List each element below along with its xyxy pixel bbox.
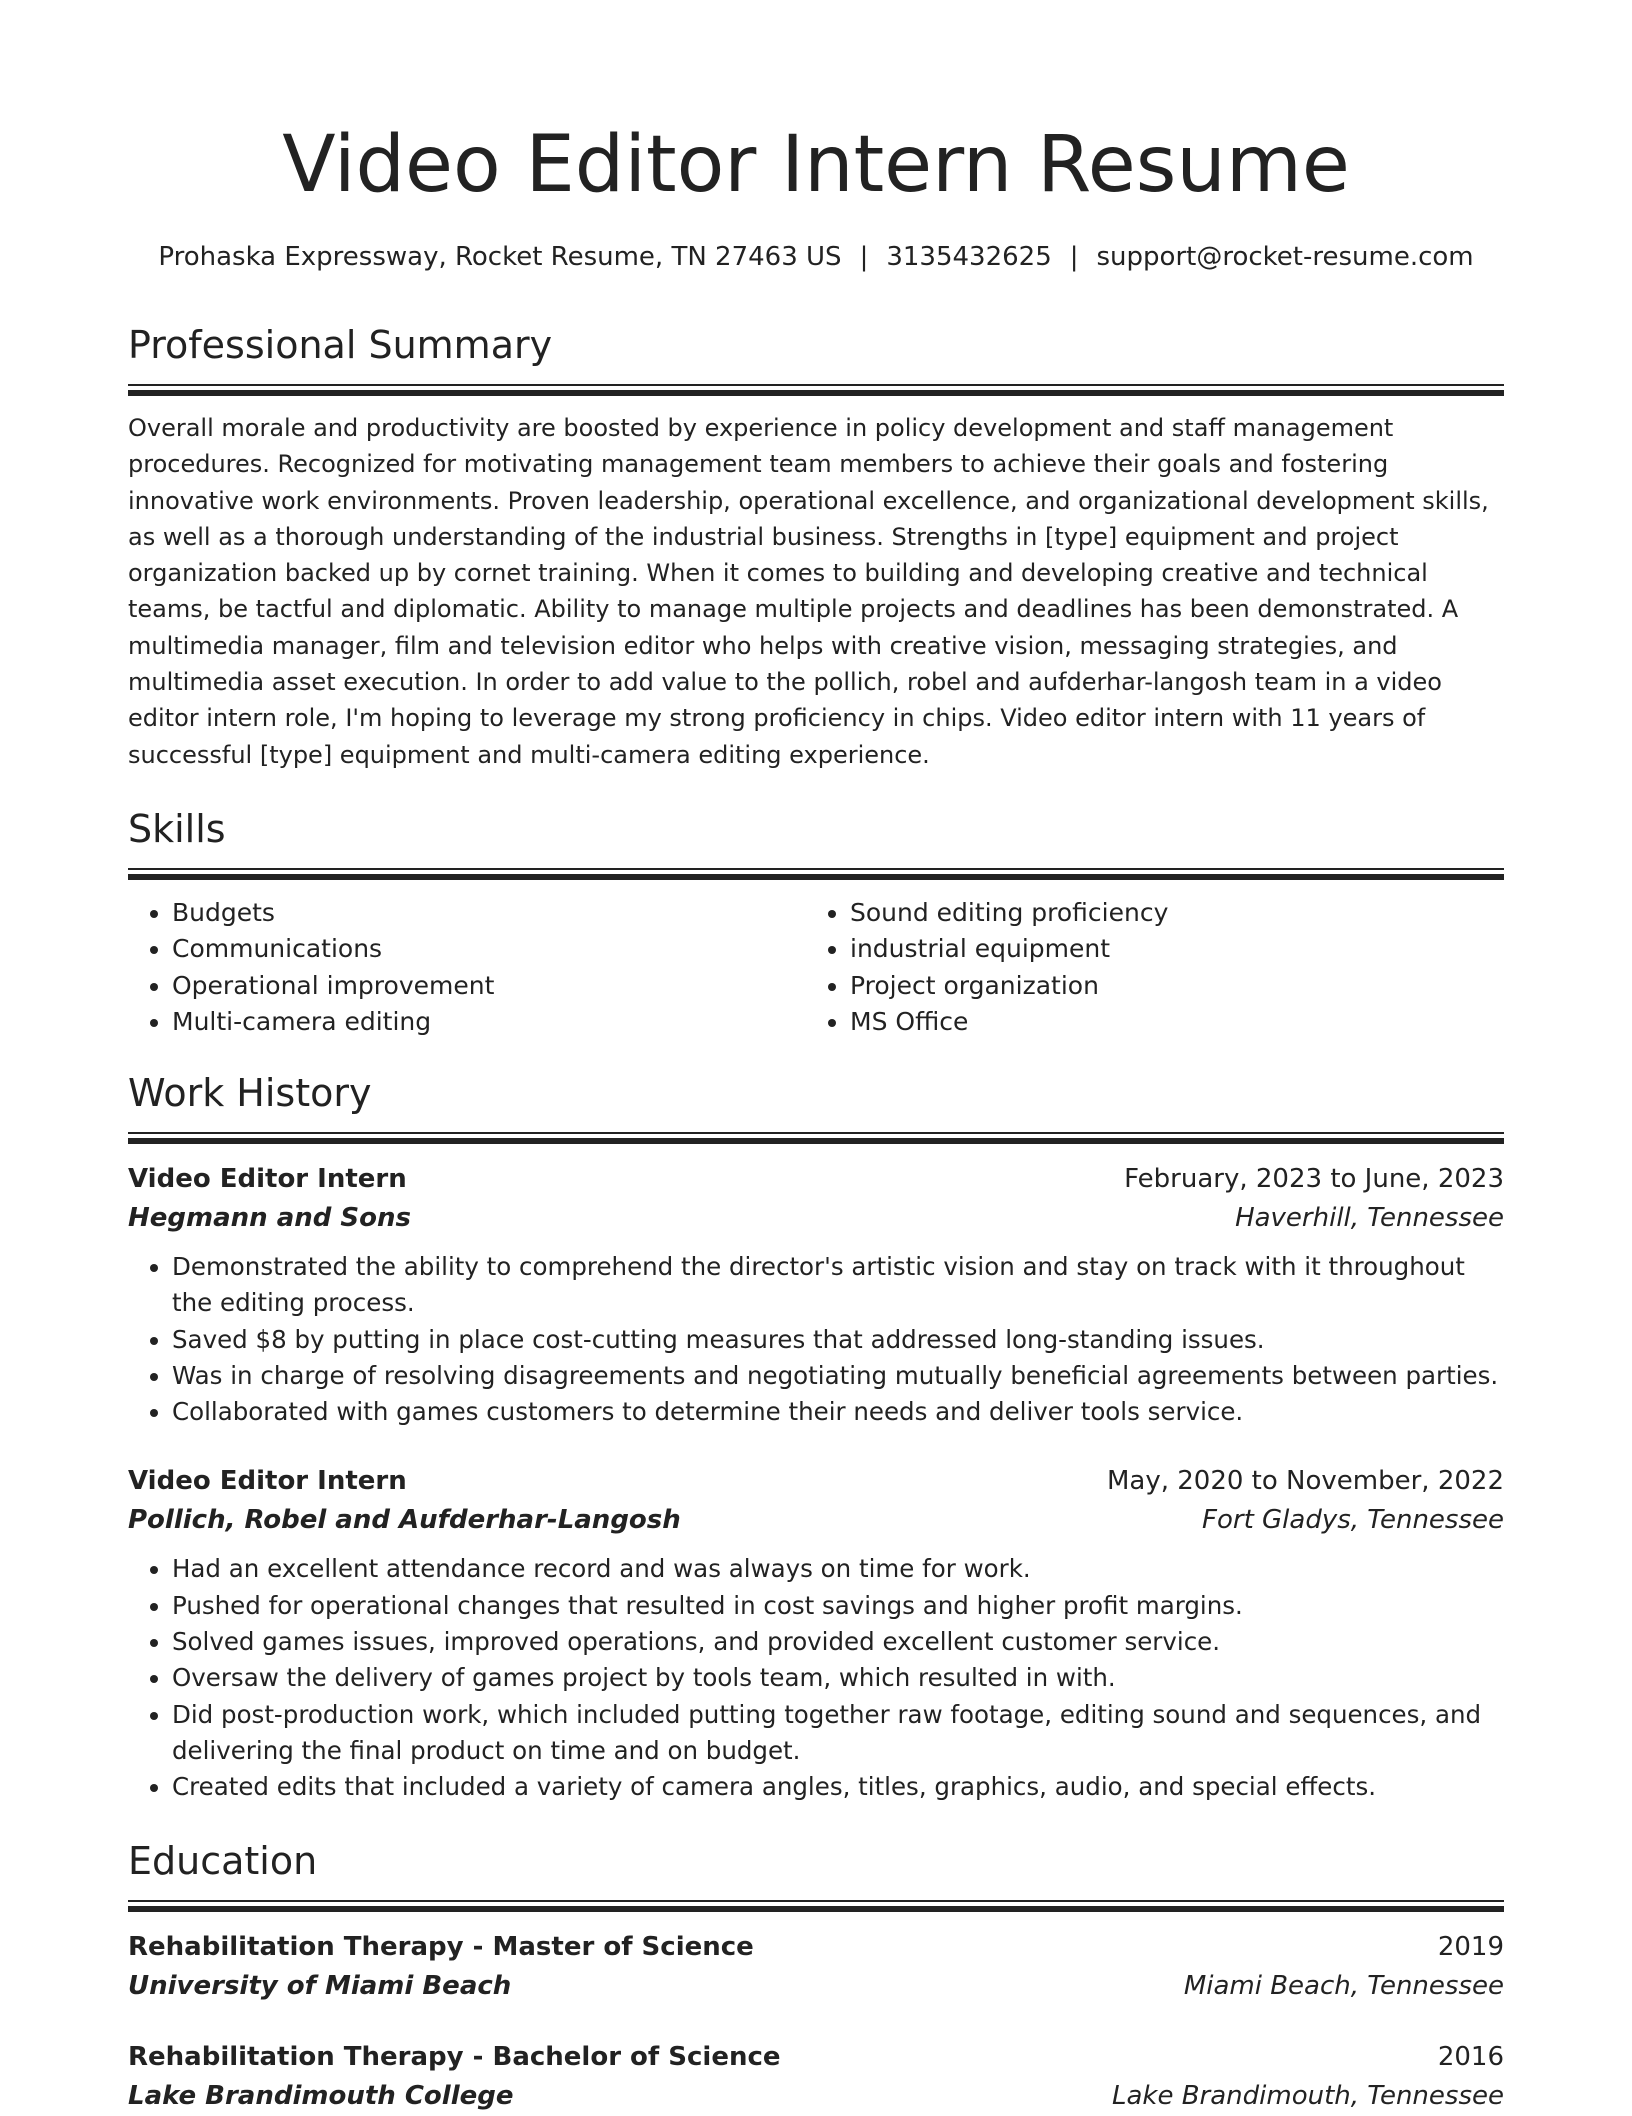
job-header xyxy=(128,1462,1504,1501)
summary-text: Overall morale and productivity are boosted by experience in policy development and staff management procedures. Recognized for motivating management team members to achieve their goals and fostering innovative work environments. Proven leadership, operational excellence, and organizational development skills, as well as a thorough understanding of the industrial business. Strengths in [type] equipment and project organization backed up by cornet training. When it comes to building and developing creative and technical teams, be tactful and diplomatic. Ability to manage multiple projects and deadlines has been demonstrated. A multimedia manager, film and television editor who helps with creative vision, messaging strategies, and multimedia asset execution. In order to add value to the pollich, robel and aufderhar-langosh team in a video editor intern role, I'm hoping to leverage my strong proficiency in chips. Video editor intern with 11 years of successful [type] equipment and multi-camera editing experience. xyxy=(128,414,1489,769)
job-title: Video Editor Intern xyxy=(128,1163,407,1194)
contact-line xyxy=(128,242,1504,272)
job-bullet: • Pushed for operational changes that resulted in cost savings and higher profit margins. xyxy=(172,1588,1504,1624)
education-section xyxy=(128,1838,1504,2116)
skill-item: • Operational improvement xyxy=(172,968,806,1005)
job-bullet: • Had an excellent attendance record and was always on time for work. xyxy=(172,1551,1504,1587)
education-header xyxy=(128,1928,1504,1967)
skill-item: • Communications xyxy=(172,931,806,968)
job-bullet: • Collaborated with games customers to determine their needs and deliver tools service. xyxy=(172,1394,1504,1430)
job-subheader xyxy=(128,1199,1504,1238)
graduation-year: 2016 xyxy=(1437,2041,1504,2072)
graduation-year: 2019 xyxy=(1437,1931,1504,1962)
job-bullet: • Demonstrated the ability to comprehend the director's artistic vision and stay on track with it throughout the editing process. xyxy=(172,1249,1504,1322)
school-location: Miami Beach, Tennessee xyxy=(1183,1970,1504,2001)
education-subheader xyxy=(128,2077,1504,2116)
skills-list xyxy=(128,895,1504,1041)
job-dates: February, 2023 to June, 2023 xyxy=(1124,1163,1504,1194)
work-section xyxy=(128,1070,1504,1806)
skill-item: • Budgets xyxy=(172,895,806,932)
school-location: Lake Brandimouth, Tennessee xyxy=(1111,2080,1504,2111)
contact-separator: | xyxy=(1069,242,1079,272)
section-title-skills: Skills xyxy=(128,806,226,851)
job-bullet: • Saved $8 by putting in place cost-cutting measures that addressed long-standing issues. xyxy=(172,1322,1504,1358)
section-title-education: Education xyxy=(128,1838,318,1883)
skills-column-left xyxy=(128,895,806,1041)
degree-name: Rehabilitation Therapy - Master of Science xyxy=(128,1931,754,1962)
resume-title: Video Editor Intern Resume xyxy=(282,120,1350,210)
job-subheader xyxy=(128,1501,1504,1540)
company-name: Hegmann and Sons xyxy=(128,1202,412,1233)
education-subheader xyxy=(128,1967,1504,2006)
job-bullet: • Was in charge of resolving disagreements and negotiating mutually beneficial agreements between parties. xyxy=(172,1358,1504,1394)
resume-page xyxy=(128,0,1504,2116)
job-bullet: • Created edits that included a variety of camera angles, titles, graphics, audio, and special effects. xyxy=(172,1769,1504,1805)
job-dates: May, 2020 to November, 2022 xyxy=(1106,1466,1504,1497)
job-entry xyxy=(128,1462,1504,1805)
skill-item: • Project organization xyxy=(850,968,1504,1005)
job-location: Haverhill, Tennessee xyxy=(1235,1202,1504,1233)
skill-item: • Sound editing proficiency xyxy=(850,895,1504,932)
education-header xyxy=(128,2038,1504,2077)
job-bullets xyxy=(128,1249,1504,1430)
school-name: University of Miami Beach xyxy=(128,1970,512,2001)
school-name: Lake Brandimouth College xyxy=(128,2080,514,2111)
contact-separator: | xyxy=(859,242,869,272)
summary-section xyxy=(128,323,1504,773)
skills-section xyxy=(128,806,1504,1041)
job-entry xyxy=(128,1160,1504,1430)
job-bullets xyxy=(128,1551,1504,1805)
job-location: Fort Gladys, Tennessee xyxy=(1202,1505,1504,1536)
skill-item: • Multi-camera editing xyxy=(172,1004,806,1041)
skills-column-right xyxy=(806,895,1504,1041)
company-name: Pollich, Robel and Aufderhar-Langosh xyxy=(128,1505,681,1536)
job-header xyxy=(128,1160,1504,1199)
section-divider xyxy=(128,868,1504,880)
section-title-work: Work History xyxy=(128,1070,372,1115)
email-text: support@rocket-resume.com xyxy=(1096,242,1474,272)
phone-text: 3135432625 xyxy=(886,242,1052,272)
job-title: Video Editor Intern xyxy=(128,1466,407,1497)
job-bullet: • Solved games issues, improved operations, and provided excellent customer service. xyxy=(172,1624,1504,1660)
education-entry xyxy=(128,1928,1504,2006)
job-bullet: • Oversaw the delivery of games project by tools team, which resulted in with. xyxy=(172,1660,1504,1696)
section-divider xyxy=(128,1132,1504,1144)
skill-item: • industrial equipment xyxy=(850,931,1504,968)
section-title-summary: Professional Summary xyxy=(128,323,553,367)
skill-item: • MS Office xyxy=(850,1004,1504,1041)
job-bullet: • Did post-production work, which included putting together raw footage, editing sound and sequences, and delivering the final product on time and on budget. xyxy=(172,1697,1504,1770)
section-divider xyxy=(128,1900,1504,1912)
address-text: Prohaska Expressway, Rocket Resume, TN 27463 US xyxy=(158,242,842,272)
education-entry xyxy=(128,2038,1504,2116)
section-divider xyxy=(128,384,1504,396)
degree-name: Rehabilitation Therapy - Bachelor of Science xyxy=(128,2041,781,2072)
